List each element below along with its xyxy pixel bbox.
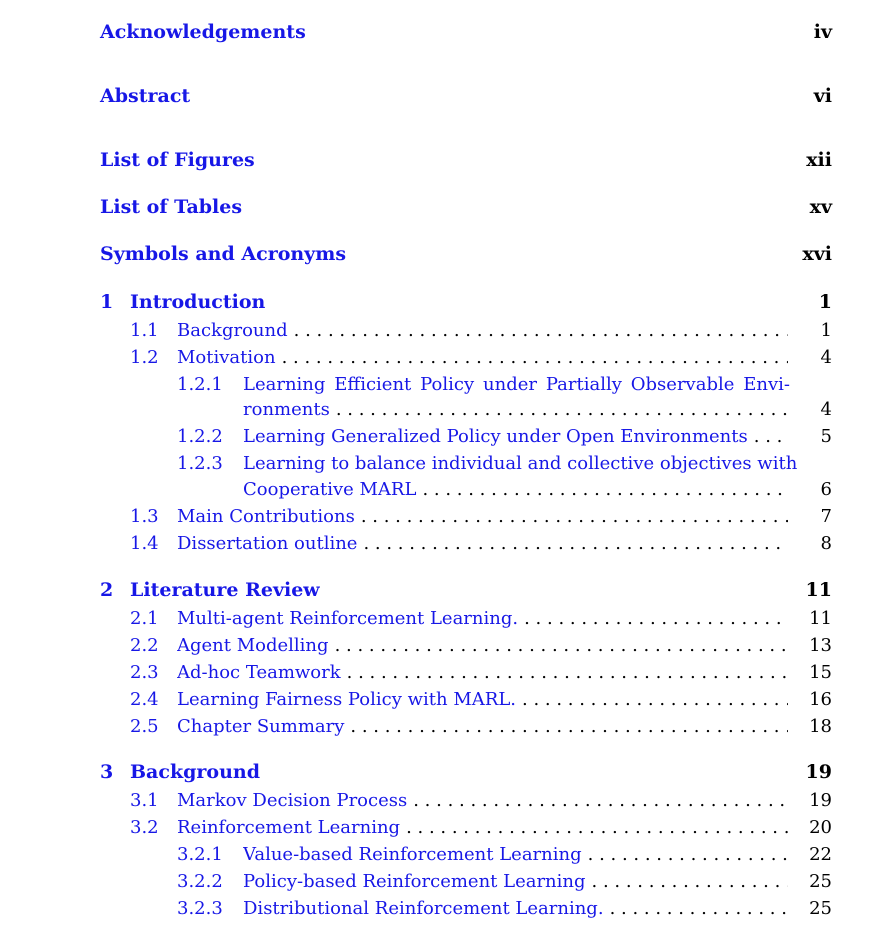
- subsection-number[interactable]: 3.2.1: [177, 844, 223, 865]
- subsection-title-line1[interactable]: Learning to balance individual and collective objectives with: [243, 453, 798, 474]
- section-title[interactable]: Main Contributions: [177, 506, 355, 527]
- toc-page-number: 8: [820, 533, 832, 554]
- section-number[interactable]: 2.3: [130, 662, 159, 683]
- section-number[interactable]: 2.5: [130, 716, 159, 737]
- subsection-title-line2[interactable]: ronments: [243, 399, 330, 420]
- toc-section-2-5[interactable]: [130, 716, 832, 738]
- leader-dots: [341, 662, 788, 683]
- chapter-title[interactable]: Background: [130, 761, 260, 783]
- toc-page-number: 4: [820, 399, 832, 420]
- toc-page-number: 22: [809, 844, 832, 865]
- section-number[interactable]: 1.1: [130, 320, 159, 341]
- subsection-number[interactable]: 3.2.2: [177, 871, 223, 892]
- toc-link-list-of-figures[interactable]: List of Figures: [100, 149, 255, 171]
- toc-entry-list-of-tables[interactable]: [100, 196, 832, 220]
- toc-page-number: vi: [813, 85, 832, 107]
- section-title[interactable]: Learning Fairness Policy with MARL.: [177, 689, 517, 710]
- subsection-number[interactable]: 3.2.3: [177, 898, 223, 919]
- toc-section-3-1[interactable]: [130, 790, 832, 812]
- leader-dots: [400, 817, 788, 838]
- chapter-number[interactable]: 3: [100, 761, 114, 783]
- leader-dots: [516, 689, 788, 710]
- toc-section-2-4[interactable]: [130, 689, 832, 711]
- section-title[interactable]: Multi-agent Reinforcement Learning.: [177, 608, 519, 629]
- toc-section-2-2[interactable]: [130, 635, 832, 657]
- toc-page-number: 19: [809, 790, 832, 811]
- section-title[interactable]: Motivation: [177, 347, 276, 368]
- toc-page-number: 6: [820, 479, 832, 500]
- section-number[interactable]: 1.3: [130, 506, 159, 527]
- toc-link-acknowledgements[interactable]: Acknowledgements: [100, 21, 306, 43]
- subsection-number[interactable]: 1.2.1: [177, 374, 223, 395]
- leader-dots: [407, 790, 788, 811]
- toc-subsection-3-2-1[interactable]: [177, 844, 832, 866]
- toc-page-number: xii: [806, 149, 832, 171]
- chapter-number[interactable]: 1: [100, 291, 114, 313]
- chapter-title[interactable]: Introduction: [130, 291, 266, 313]
- toc-subsection-1-2-3-cont[interactable]: [243, 479, 832, 501]
- toc-subsection-1-2-1-cont[interactable]: [243, 399, 832, 421]
- toc-page-number: 25: [809, 898, 832, 919]
- subsection-title[interactable]: Policy-based Reinforcement Learning: [243, 871, 586, 892]
- toc-link-symbols-and-acronyms[interactable]: Symbols and Acronyms: [100, 243, 347, 265]
- subsection-title[interactable]: Distributional Reinforcement Learning.: [243, 898, 604, 919]
- toc-link-abstract[interactable]: Abstract: [100, 85, 191, 107]
- toc-page-number: xv: [809, 196, 832, 218]
- toc-chapter-1[interactable]: [100, 291, 832, 315]
- toc-page-number: 25: [809, 871, 832, 892]
- section-number[interactable]: 1.4: [130, 533, 159, 554]
- toc-subsection-3-2-3[interactable]: [177, 898, 832, 920]
- toc-page-number: 1: [820, 320, 832, 341]
- section-title[interactable]: Agent Modelling: [177, 635, 329, 656]
- toc-page-number: 7: [820, 506, 832, 527]
- chapter-number[interactable]: 2: [100, 579, 114, 601]
- toc-chapter-2[interactable]: [100, 579, 832, 603]
- toc-entry-acknowledgements[interactable]: [100, 21, 832, 45]
- leader-dots: [276, 347, 788, 368]
- toc-page-number: 15: [809, 662, 832, 683]
- toc-page-number: 13: [809, 635, 832, 656]
- subsection-title[interactable]: Learning Generalized Policy under Open Environments: [243, 426, 748, 447]
- section-number[interactable]: 3.1: [130, 790, 159, 811]
- subsection-number[interactable]: 1.2.2: [177, 426, 223, 447]
- toc-page-number: 5: [820, 426, 832, 447]
- subsection-title[interactable]: Value-based Reinforcement Learning: [243, 844, 582, 865]
- toc-section-2-1[interactable]: [130, 608, 832, 630]
- chapter-title[interactable]: Literature Review: [130, 579, 320, 601]
- section-number[interactable]: 2.2: [130, 635, 159, 656]
- toc-page-number: 11: [809, 608, 832, 629]
- toc-page-number: 19: [805, 761, 832, 783]
- leader-dots: [357, 533, 788, 554]
- toc-page-number: 20: [809, 817, 832, 838]
- section-number[interactable]: 1.2: [130, 347, 159, 368]
- section-title[interactable]: Background: [177, 320, 288, 341]
- leader-dots: [330, 399, 788, 420]
- section-number[interactable]: 3.2: [130, 817, 159, 838]
- leader-dots: [416, 479, 788, 500]
- leader-dots: [344, 716, 788, 737]
- toc-section-1-4[interactable]: [130, 533, 832, 555]
- subsection-title-line2[interactable]: Cooperative MARL: [243, 479, 417, 500]
- toc-page-number: 1: [818, 291, 832, 313]
- toc-page-number: xvi: [802, 243, 832, 265]
- section-title[interactable]: Dissertation outline: [177, 533, 358, 554]
- toc-page-number: 4: [820, 347, 832, 368]
- toc-page-number: 18: [809, 716, 832, 737]
- toc-section-1-3[interactable]: [130, 506, 832, 528]
- section-title[interactable]: Reinforcement Learning: [177, 817, 401, 838]
- section-title[interactable]: Markov Decision Process: [177, 790, 408, 811]
- section-number[interactable]: 2.4: [130, 689, 159, 710]
- leader-dots: [586, 871, 788, 892]
- leader-dots: [604, 898, 788, 919]
- toc-subsection-3-2-2[interactable]: [177, 871, 832, 893]
- toc-section-1-2[interactable]: [130, 347, 832, 369]
- toc-section-3-2[interactable]: [130, 817, 832, 839]
- toc-entry-abstract[interactable]: [100, 85, 832, 109]
- toc-section-2-3[interactable]: [130, 662, 832, 684]
- leader-dots: [748, 426, 788, 447]
- toc-link-list-of-tables[interactable]: List of Tables: [100, 196, 243, 218]
- toc-section-1-1[interactable]: [130, 320, 832, 342]
- leader-dots: [582, 844, 788, 865]
- section-title[interactable]: Ad-hoc Teamwork: [177, 662, 341, 683]
- section-number[interactable]: 2.1: [130, 608, 159, 629]
- toc-page-number: iv: [813, 21, 832, 43]
- toc-chapter-3[interactable]: [100, 761, 832, 785]
- toc-entry-list-of-figures[interactable]: [100, 149, 832, 173]
- subsection-title-line1[interactable]: Learning Efficient Policy under Partially Observable Envi-: [243, 374, 790, 395]
- leader-dots: [329, 635, 788, 656]
- section-title[interactable]: Chapter Summary: [177, 716, 345, 737]
- toc-subsection-1-2-2[interactable]: [177, 426, 832, 448]
- leader-dots: [355, 506, 788, 527]
- leader-dots: [518, 608, 788, 629]
- leader-dots: [288, 320, 788, 341]
- toc-page-number: 16: [809, 689, 832, 710]
- toc-entry-symbols-and-acronyms[interactable]: [100, 243, 832, 267]
- toc-page-number: 11: [805, 579, 832, 601]
- subsection-number[interactable]: 1.2.3: [177, 453, 223, 474]
